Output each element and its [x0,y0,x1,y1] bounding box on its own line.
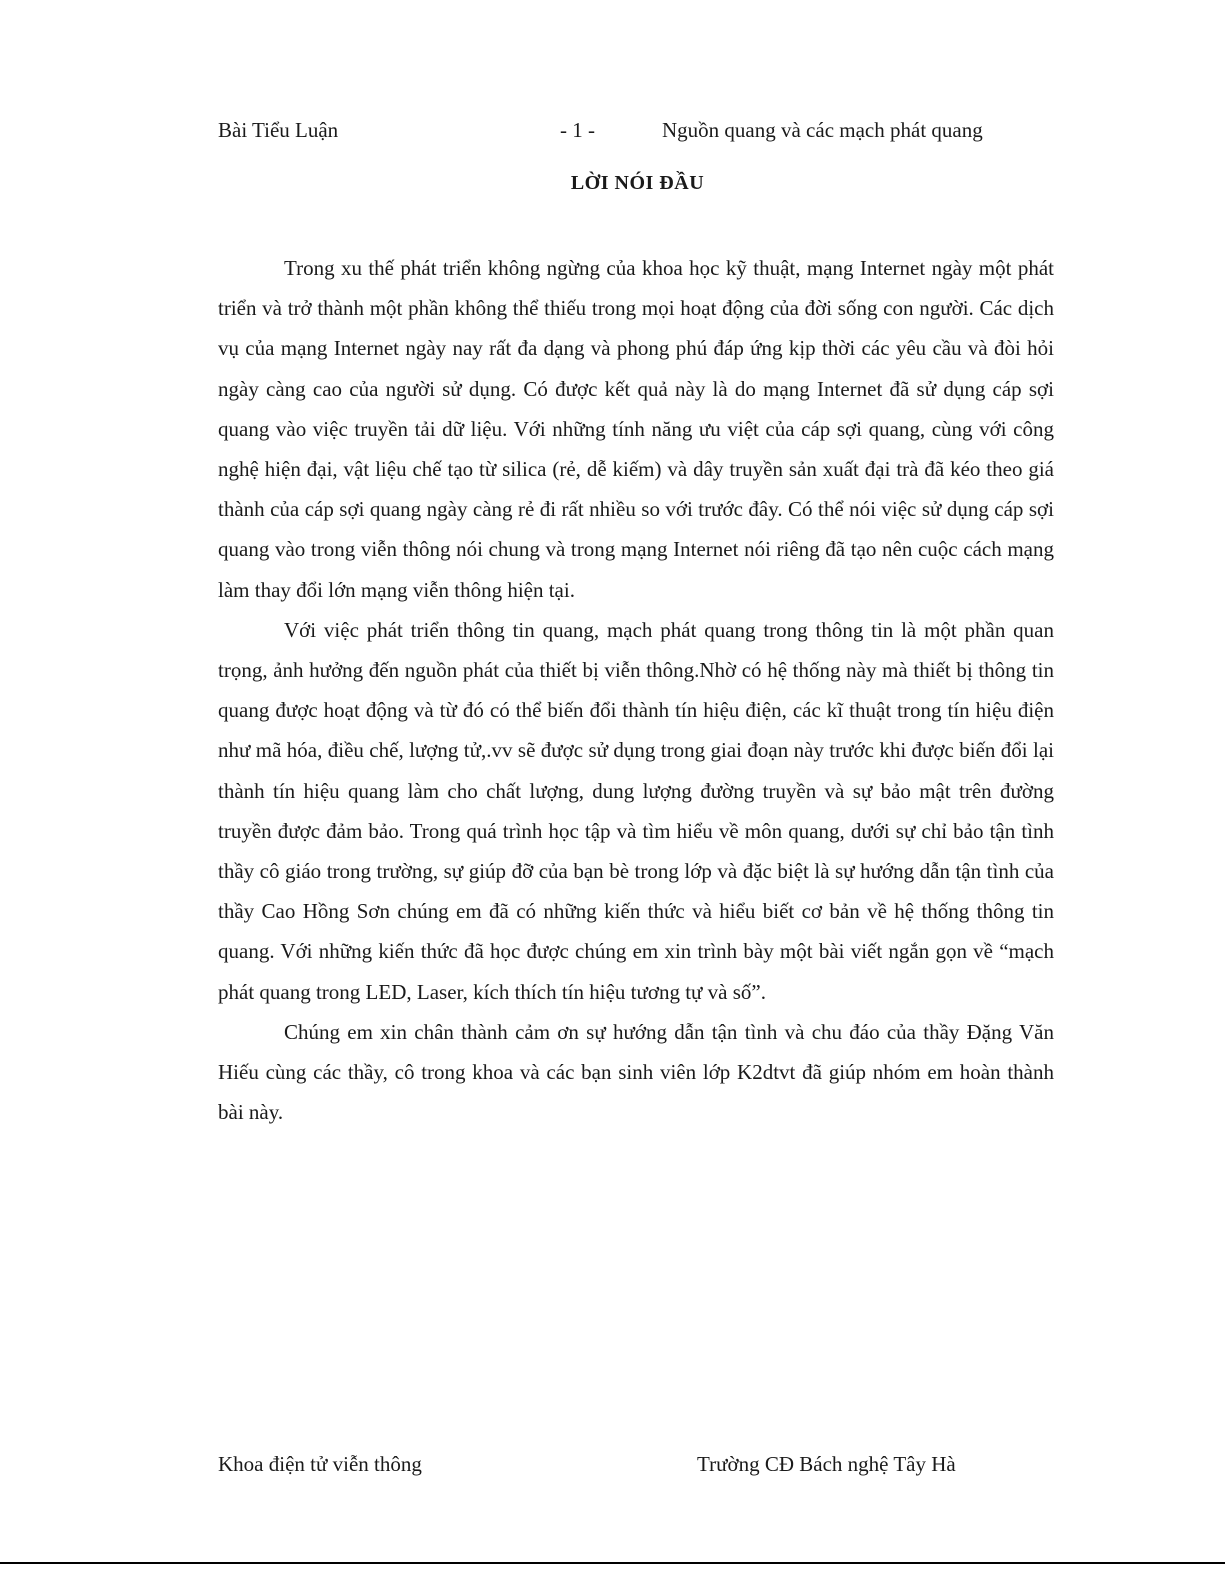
page-footer [218,1452,1038,1482]
header-doc-title: Nguồn quang và các mạch phát quang [662,118,983,142]
body-text [218,248,1054,1132]
paragraph-1: Trong xu thế phát triển không ngừng của khoa học kỹ thuật, mạng Internet ngày một phát triển và trở thành một phần không thể thiếu trong mọi hoạt động của đời sống con người. Các dịch vụ của mạng Internet ngày nay rất đa dạng và phong phú đáp ứng kịp thời các yêu cầu và đòi hỏi ngày càng cao của người sử dụng. Có được kết quả này là do mạng Internet đã sử dụng cáp sợi quang vào việc truyền tải dữ liệu. Với những tính năng ưu việt của cáp sợi quang, cùng với công nghệ hiện đại, vật liệu chế tạo từ silica (rẻ, dễ kiếm) và dây truyền sản xuất đại trà đã kéo theo giá thành của cáp sợi quang ngày càng rẻ đi rất nhiều so với trước đây. Có thể nói việc sử dụng cáp sợi quang vào trong viễn thông nói chung và trong mạng Internet nói riêng đã tạo nên cuộc cách mạng làm thay đổi lớn mạng viễn thông hiện tại. [218,256,1054,602]
section-title: LỜI NÓI ĐẦU [570,172,705,194]
paragraph-2: Với việc phát triển thông tin quang, mạch phát quang trong thông tin là một phần quan trọng, ảnh hưởng đến nguồn phát của thiết bị viễn thông.Nhờ có hệ thống này mà thiết bị thông tin quang được hoạt động và từ đó có thể biến đổi thành tín hiệu điện, các kĩ thuật trong tín hiệu điện như mã hóa, điều chế, lượng tử,.vv sẽ được sử dụng trong giai đoạn này trước khi được biến đổi lại thành tín hiệu quang làm cho chất lượng, dung lượng đường truyền và sự bảo mật trên đường truyền được đảm bảo. Trong quá trình học tập và tìm hiểu về môn quang, dưới sự chỉ bảo tận tình thầy cô giáo trong trường, sự giúp đỡ của bạn bè trong lớp và đặc biệt là sự hướng dẫn tận tình của thầy Cao Hồng Sơn chúng em đã có những kiến thức và hiểu biết cơ bản về hệ thống thông tin quang. Với những kiến thức đã học được chúng em xin trình bày một bài viết ngắn gọn về “mạch phát quang trong LED, Laser, kích thích tín hiệu tương tự và số”. [218,617,1054,1004]
footer-school: Trường CĐ Bách nghệ Tây Hà [697,1452,956,1476]
header-doc-type: Bài Tiểu Luận [218,118,339,142]
header-page-number: - 1 - [560,118,595,142]
paragraph-3: Chúng em xin chân thành cảm ơn sự hướng dẫn tận tình và chu đáo của thầy Đặng Văn Hiếu cùng các thầy, cô trong khoa và các bạn sinh viên lớp K2dtvt đã giúp nhóm em hoàn thành bài này. [218,1019,1054,1125]
page-header [218,118,1038,148]
footer-department: Khoa điện tử viễn thông [218,1452,422,1476]
page-bottom-divider [0,1562,1225,1564]
